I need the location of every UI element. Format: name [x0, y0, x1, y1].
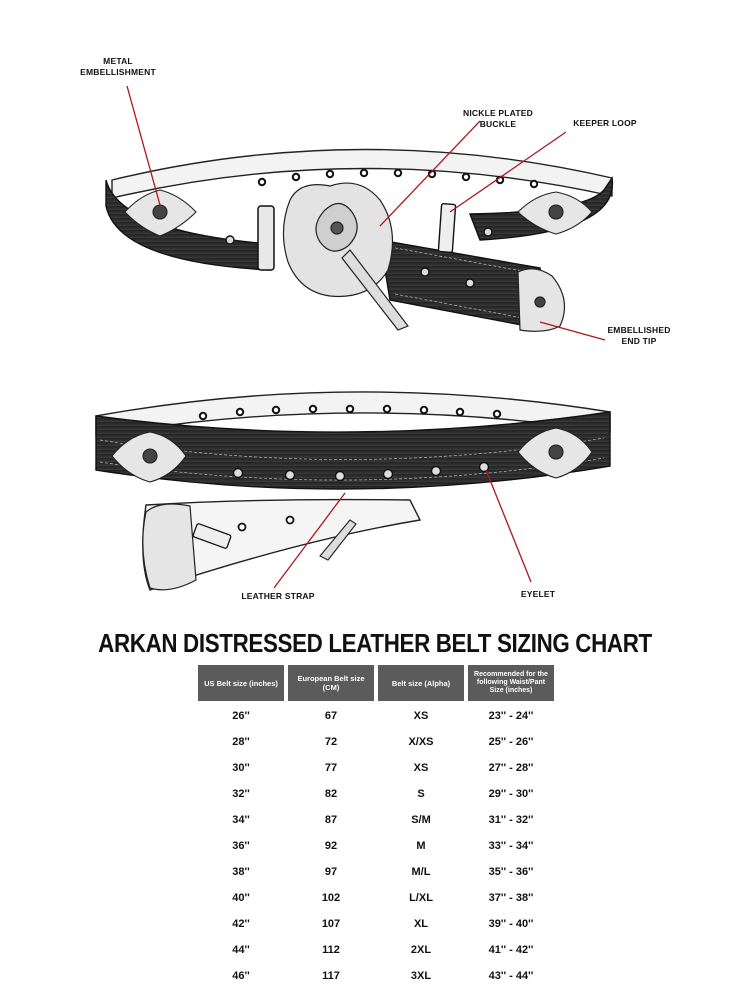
table-header-eu: European Belt size (CM)	[288, 665, 374, 701]
cell-waist: 37'' - 38''	[488, 892, 534, 904]
cell-eu: 112	[322, 944, 340, 956]
cell-eu: 82	[324, 788, 338, 800]
cell-alpha: S	[417, 788, 425, 800]
cell-us: 32''	[232, 788, 250, 800]
buckle-ornament	[283, 183, 408, 330]
cell-us: 26''	[232, 710, 250, 722]
table-header-alpha: Belt size (Alpha)	[378, 665, 464, 701]
cell-waist: 27'' - 28''	[488, 762, 534, 774]
cell-eu: 67	[324, 710, 338, 722]
label-metal-embellishment: METAL EMBELLISHMENT	[80, 56, 156, 77]
label-eyelet: EYELET	[520, 589, 556, 599]
cell-eu: 87	[324, 814, 338, 826]
cell-alpha: L/XL	[409, 892, 433, 904]
cell-eu: 72	[324, 736, 338, 748]
cell-waist: 41'' - 42''	[488, 944, 534, 956]
cell-us: 36''	[232, 840, 250, 852]
cell-alpha: 3XL	[410, 970, 432, 982]
cell-waist: 25'' - 26''	[488, 736, 534, 748]
cell-waist: 23'' - 24''	[488, 710, 534, 722]
cell-alpha: S/M	[411, 814, 431, 826]
cell-us: 42''	[232, 918, 250, 930]
cell-eu: 92	[324, 840, 338, 852]
label-nickle-plated-buckle: NICKLE PLATED BUCKLE	[463, 108, 533, 129]
table-row	[198, 885, 554, 911]
table-row	[198, 963, 554, 989]
cell-waist: 43'' - 44''	[488, 970, 534, 982]
table-row	[198, 937, 554, 963]
table-row	[198, 703, 554, 729]
cell-alpha: XL	[413, 918, 429, 930]
cell-eu: 77	[324, 762, 338, 774]
cell-waist: 31'' - 32''	[488, 814, 534, 826]
cell-eu: 102	[321, 892, 341, 904]
cell-us: 30''	[232, 762, 250, 774]
cell-waist: 29'' - 30''	[488, 788, 534, 800]
cell-eu: 97	[324, 866, 338, 878]
label-keeper-loop: KEEPER LOOP	[573, 118, 637, 128]
label-leather-strap: LEATHER STRAP	[241, 591, 315, 601]
table-row	[198, 833, 554, 859]
cell-eu: 117	[322, 970, 340, 982]
cell-alpha: XS	[413, 762, 429, 774]
cell-alpha: XS	[413, 710, 429, 722]
cell-us: 38''	[232, 866, 250, 878]
table-row	[198, 911, 554, 937]
page-title: ARKAN DISTRESSED LEATHER BELT SIZING CHART	[98, 628, 652, 658]
cell-alpha: X/XS	[408, 736, 434, 748]
cell-waist: 33'' - 34''	[488, 840, 534, 852]
cell-waist: 39'' - 40''	[488, 918, 534, 930]
table-row	[198, 859, 554, 885]
table-row	[198, 781, 554, 807]
cell-us: 40''	[232, 892, 250, 904]
cell-alpha: 2XL	[410, 944, 432, 956]
belt-bottom-view	[96, 392, 610, 590]
table-header-recommended: Recommended for the following Waist/Pant Size (inches)	[468, 665, 554, 701]
cell-alpha: M	[416, 840, 426, 852]
cell-waist: 35'' - 36''	[488, 866, 534, 878]
end-tip-lower	[143, 504, 196, 590]
cell-us: 44''	[232, 944, 250, 956]
cell-us: 46''	[232, 970, 250, 982]
table-row	[198, 807, 554, 833]
cell-eu: 107	[321, 918, 341, 930]
belt-top-view	[106, 149, 612, 331]
cell-us: 34''	[232, 814, 250, 826]
label-embellished-end-tip: EMBELLISHED END TIP	[607, 325, 671, 346]
table-header-us: US Belt size (inches)	[198, 665, 284, 701]
table-row	[198, 755, 554, 781]
cell-us: 28''	[232, 736, 250, 748]
table-row	[198, 729, 554, 755]
cell-alpha: M/L	[411, 866, 431, 878]
